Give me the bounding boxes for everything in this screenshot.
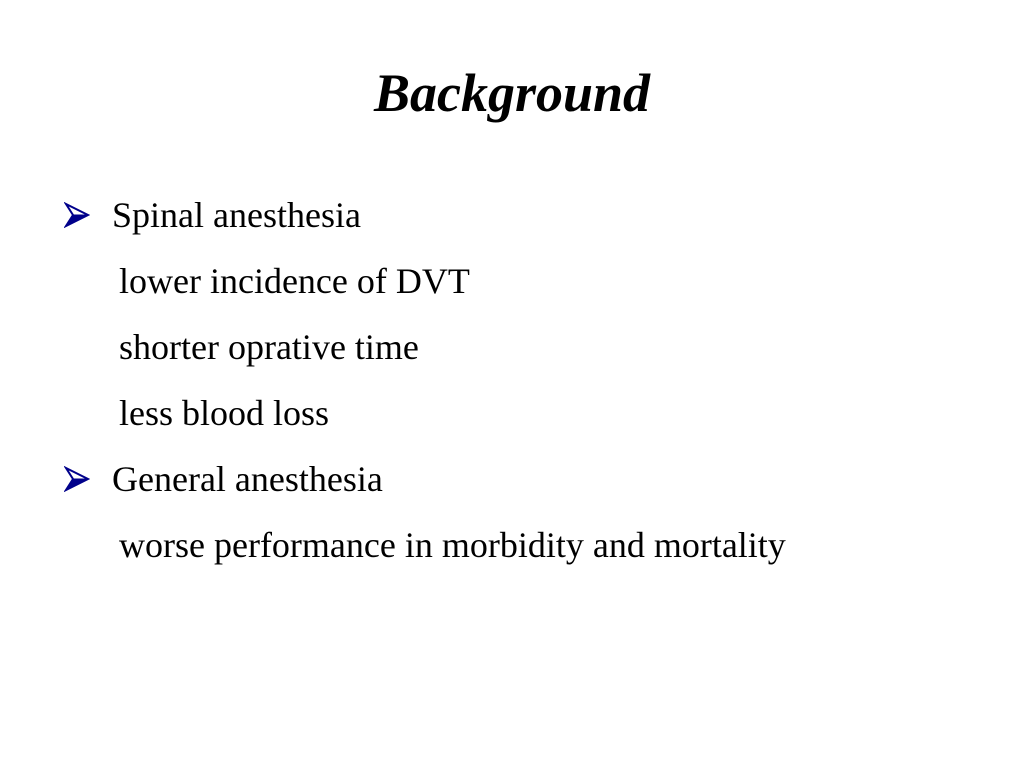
sub-item-label: less blood loss (119, 393, 330, 433)
sub-item-shorter-operative-time (62, 321, 1002, 387)
bullet-item-general-anesthesia (62, 453, 1002, 519)
bullet-item-label: Spinal anesthesia (112, 195, 361, 235)
sub-item-lower-incidence-dvt (62, 255, 1002, 321)
sub-item-worse-performance (62, 519, 1002, 585)
arrowhead-bullet-icon (64, 453, 92, 505)
slide-body (62, 189, 1002, 585)
slide-title: Background (373, 63, 651, 123)
arrowhead-bullet-icon (64, 189, 92, 241)
sub-item-label: worse performance in morbidity and mortality (119, 525, 786, 565)
sub-item-label: lower incidence of DVT (119, 261, 470, 301)
sub-item-less-blood-loss (62, 387, 1002, 453)
bullet-item-label: General anesthesia (112, 459, 383, 499)
bullet-item-spinal-anesthesia (62, 189, 1002, 255)
sub-item-label: shorter oprative time (119, 327, 419, 367)
